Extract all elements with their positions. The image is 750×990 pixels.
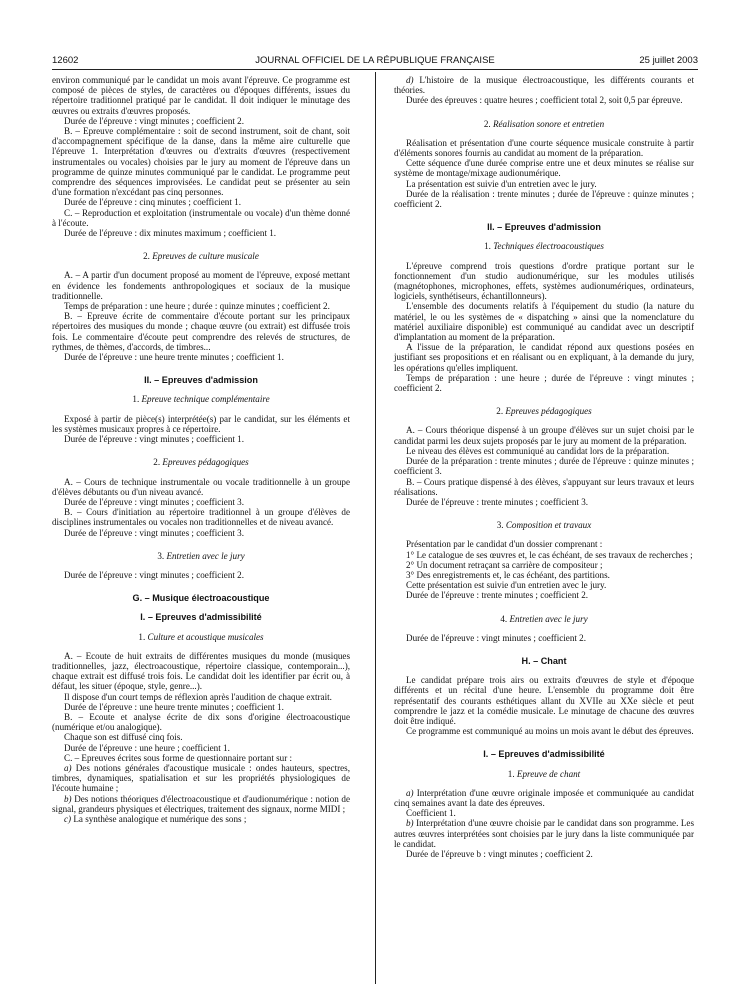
paragraph [394, 590, 694, 600]
paragraph-text: Des notions théoriques d'électroacoustique et d'audionumérique : notion de signal, grandeurs physiques et électriques, traitement des signaux, norme MIDI ; [52, 793, 350, 814]
subsection-number: 1. [507, 768, 515, 779]
right-column [394, 75, 694, 859]
spacer [394, 416, 694, 425]
paragraph-text: Durée de l'épreuve : vingt minutes ; coefficient 3. [64, 527, 245, 538]
paragraph [394, 301, 694, 342]
subsection-heading [394, 406, 694, 416]
spacer [52, 261, 350, 270]
paragraph-text: L'histoire de la musique électroacoustique, les différents courants et théories. [394, 75, 694, 96]
spacer [52, 468, 350, 477]
paragraph-text: Durée de l'épreuve b : vingt minutes ; coefficient 2. [406, 848, 593, 859]
paragraph [52, 477, 350, 497]
paragraph-text: Ce programme est communiqué au moins un mois avant le début des épreuves. [406, 726, 694, 737]
paragraph [394, 550, 694, 560]
paragraph-text: La présentation est suivie d'un entretien avec le jury. [406, 178, 597, 189]
paragraph [52, 208, 350, 228]
paragraph [52, 75, 350, 116]
paragraph [394, 456, 694, 476]
spacer [52, 580, 350, 593]
spacer [52, 538, 350, 551]
subsection-heading [52, 251, 350, 261]
paragraph [394, 373, 694, 393]
paragraph [52, 497, 350, 507]
paragraph [394, 342, 694, 373]
paragraph [394, 539, 694, 549]
paragraph-text: Durée de l'épreuve : une heure trente minutes ; coefficient 1. [64, 701, 284, 712]
paragraph-text: Durée de l'épreuve : vingt minutes ; coefficient 2. [406, 632, 587, 643]
paragraph [52, 794, 350, 814]
subsection-heading [394, 769, 694, 779]
paragraph [394, 261, 694, 302]
publication-date: 25 juillet 2003 [639, 55, 698, 66]
subsection-heading [394, 614, 694, 624]
paragraph-text: L'épreuve comprend trois questions d'ordre pratique portant sur le fonctionnement d'un studio audionumérique, sur les modules utilisés (magnétophones, microphones, effets, systèmes audionumériques, ordinateurs, logiciels, synthétiseurs, échantillonneurs). [394, 260, 694, 302]
paragraph [52, 116, 350, 126]
section-heading: G. – Musique électroacoustique [132, 593, 270, 604]
paragraph [52, 270, 350, 301]
paragraph-text: A l'issue de la préparation, le candidat répond aux questions posées en justifiant ses propositions et en réalisant ou en expliquant, à la demande du jury, les opérations qu'elles impliquent. [394, 342, 694, 373]
paragraph-text: Temps de préparation : une heure ; durée : quinze minutes ; coefficient 2. [64, 301, 330, 312]
paragraph-text: B. – Ecoute et analyse écrite de dix sons d'origine électroacoustique (numérique et/ou analogique). [52, 711, 350, 733]
spacer [394, 209, 694, 222]
paragraph-text: Durée de l'épreuve : une heure ; coefficient 1. [64, 742, 230, 753]
subsection-heading [52, 551, 350, 561]
paragraph [394, 158, 694, 178]
paragraph [394, 788, 694, 808]
paragraph-text: B. – Cours pratique dispensé à des élèves, s'appuyant sur leurs travaux et leurs réalisations. [394, 476, 694, 497]
spacer [394, 736, 694, 749]
paragraph-text: A. – Ecoute de huit extraits de différentes musiques du monde (musiques traditionnelles, jazz, électroacoustique, répertoire classique, contemporain...), chaque extrait est diffusé trois fois. Le candidat doit les identifier par écrit ou, à défaut, les situer (époque, style, genre...). [52, 650, 350, 692]
subsection-title: Culture et acoustique musicales [147, 631, 264, 642]
subsection-number: 2. [143, 251, 150, 262]
paragraph [52, 743, 350, 753]
subsection-title: Techniques électroacoustiques [493, 241, 604, 252]
left-column [52, 75, 350, 824]
paragraph [394, 580, 694, 590]
subsection-number: 1. [484, 241, 491, 252]
spacer [52, 405, 350, 414]
paragraph-text: Durée de l'épreuve : trente minutes ; coefficient 3. [406, 496, 589, 507]
paragraph [394, 189, 694, 209]
paragraph-text: Présentation par le candidat d'un dossier comprenant : [406, 539, 603, 550]
header-rule [52, 69, 698, 70]
column-divider [375, 72, 376, 984]
subsection-number: 1. [132, 394, 140, 405]
paragraph [394, 675, 694, 726]
spacer [52, 561, 350, 570]
paragraph [394, 726, 694, 736]
paragraph [52, 126, 350, 197]
paragraph-text: environ communiqué par le candidat un mois avant l'épreuve. Ce programme est composé de pièces de styles, de caractères ou d'époques différents, issues du répertoire traditionnel pratiqué par le candidat. Il doit indiquer le minutage des œuvres ou extraits d'œuvres proposés. [52, 75, 350, 116]
subsection-heading [394, 520, 694, 530]
spacer [394, 507, 694, 520]
subsection-heading [52, 632, 350, 642]
subsection-number: 2. [496, 406, 504, 417]
subsection-number: 4. [500, 613, 508, 624]
paragraph-text: Réalisation et présentation d'une courte séquence musicale construite à partir d'éléments sonores fournis au candidat au moment de la préparation. [394, 137, 694, 159]
paragraph [394, 570, 694, 580]
paragraph [52, 528, 350, 538]
paragraph-text: Il dispose d'un court temps de réflexion après l'audition de chaque extrait. [64, 691, 332, 702]
paragraph [52, 352, 350, 362]
paragraph-text: Durée de l'épreuve : trente minutes ; coefficient 2. [406, 590, 589, 601]
paragraph-text: Cette présentation est suivie d'un entretien avec le jury. [406, 580, 607, 591]
paragraph [394, 446, 694, 456]
paragraph-text: Le niveau des élèves est communiqué au candidat lors de la préparation. [406, 445, 670, 456]
item-letter: c) [64, 813, 72, 824]
paragraph [52, 311, 350, 352]
paragraph [52, 414, 350, 434]
item-letter: b) [406, 818, 414, 829]
paragraph-text: Cette séquence d'une durée comprise entre une et deux minutes se réalise sur système de montage/mixage audionumérique. [394, 158, 694, 179]
paragraph-text: Durée de l'épreuve : vingt minutes ; coefficient 2. [64, 569, 245, 580]
paragraph-text: Coefficient 1. [406, 808, 456, 819]
paragraph [52, 763, 350, 794]
section-heading: H. – Chant [521, 655, 567, 666]
subsection-number: 3. [496, 520, 504, 531]
paragraph-text: Durée des épreuves : quatre heures ; coefficient total 2, soit 0,5 par épreuve. [406, 95, 683, 106]
paragraph-text: C. – Reproduction et exploitation (instrumentale ou vocale) d'un thème donné à l'écoute. [52, 207, 350, 228]
paragraph-text: Durée de l'épreuve : une heure trente minutes ; coefficient 1. [64, 352, 284, 363]
page-header [52, 55, 698, 69]
subsection-heading [52, 457, 350, 467]
paragraph [52, 507, 350, 527]
section-heading: I. – Epreuves d'admissibilité [483, 749, 605, 760]
spacer [394, 129, 694, 138]
paragraph [52, 301, 350, 311]
paragraph [394, 138, 694, 158]
spacer [52, 238, 350, 251]
paragraph-text: Durée de l'épreuve : cinq minutes ; coefficient 1. [64, 197, 241, 208]
paragraph [394, 808, 694, 818]
paragraph [394, 497, 694, 507]
item-letter: a) [64, 762, 72, 773]
paragraph [394, 425, 694, 445]
subsection-title: Entretien avec le jury [509, 613, 588, 624]
paragraph-text: Des notions générales d'acoustique musicale : ondes hauteurs, spectres, timbres, dynamiques, spatialisation et sur les propriétés physiologiques de l'écoute humaine ; [52, 762, 350, 794]
spacer [52, 603, 350, 612]
spacer [394, 624, 694, 633]
paragraph [394, 75, 694, 95]
paragraph-text: 3° Des enregistrements et, le cas échéant, des partitions. [406, 569, 610, 580]
paragraph [52, 228, 350, 238]
subsection-title: Entretien avec le jury [166, 550, 245, 561]
item-letter: a) [406, 787, 414, 798]
subsection-title: Epreuves pédagogiques [162, 457, 249, 468]
subsection-number: 2. [153, 457, 161, 468]
spacer [52, 444, 350, 457]
paragraph [394, 633, 694, 643]
paragraph-text: B. – Cours d'initiation au répertoire traditionnel à un groupe d'élèves de disciplines instrumentales ou vocales non traditionnelles et de niveau avancé. [52, 507, 350, 528]
paragraph-text: A. – A partir d'un document proposé au moment de l'épreuve, exposé mettant en évidence les fondements anthropologiques et sociaux de la musique traditionnelle. [52, 270, 350, 301]
item-letter: d) [406, 75, 414, 85]
paragraph [394, 849, 694, 859]
subsection-heading [52, 394, 350, 404]
subsection-title: Epreuves de culture musicale [152, 251, 259, 262]
spacer [394, 393, 694, 406]
paragraph [52, 753, 350, 763]
paragraph-text: 2° Un document retraçant sa carrière de compositeur ; [406, 559, 603, 570]
section-heading: II. – Epreuves d'admission [144, 375, 258, 386]
paragraph [52, 570, 350, 580]
spacer [394, 232, 694, 241]
subsection-title: Réalisation sonore et entretien [492, 118, 605, 129]
paragraph [394, 477, 694, 497]
paragraph-text: Temps de préparation : une heure ; durée de l'épreuve : vingt minutes ; coefficient 2. [394, 372, 694, 394]
spacer [52, 623, 350, 632]
spacer [394, 779, 694, 788]
paragraph-text: Durée de l'épreuve : vingt minutes ; coefficient 2. [64, 115, 245, 126]
paragraph-text: B. – Epreuve écrite de commentaire d'écoute portant sur les principaux répertoires des musiques du monde ; chaque œuvre (ou extrait) est diffusée trois fois. Le commentaire d'écoute peut comprendre des relevés de structures, de rythmes, de thèmes, d'accords, de timbres... [52, 311, 350, 352]
journal-title: JOURNAL OFFICIEL DE LA RÉPUBLIQUE FRANÇAISE [255, 55, 495, 66]
paragraph [394, 818, 694, 849]
paragraph-text: Durée de la préparation : trente minutes ; durée de l'épreuve : quinze minutes ; coefficient 3. [394, 456, 694, 477]
paragraph-text: Durée de l'épreuve : dix minutes maximum ; coefficient 1. [64, 228, 277, 239]
spacer [52, 362, 350, 375]
paragraph-text: Durée de l'épreuve : vingt minutes ; coefficient 3. [64, 496, 245, 507]
subsection-number: 3. [157, 550, 165, 561]
spacer [394, 106, 694, 119]
section-heading: II. – Epreuves d'admission [487, 222, 601, 233]
subsection-title: Epreuve technique complémentaire [141, 394, 270, 405]
paragraph [52, 197, 350, 207]
subsection-title: Epreuves pédagogiques [505, 406, 592, 417]
subsection-title: Composition et travaux [505, 520, 592, 531]
paragraph [394, 179, 694, 189]
page-number: 12602 [52, 55, 79, 66]
paragraph [52, 702, 350, 712]
paragraph-text: 1° Le catalogue de ses œuvres et, le cas échéant, de ses travaux de recherches ; [406, 549, 693, 560]
paragraph-text: A. – Cours de technique instrumentale ou vocale traditionnelle à un groupe d'élèves débutants ou d'un niveau avancé. [52, 476, 350, 497]
paragraph-text: Interprétation d'une œuvre choisie par le candidat dans son programme. Les autres œuvres interprétées sont choisies par le jury dans la liste communiquée par le candidat. [394, 818, 694, 849]
subsection-number: 2. [483, 118, 491, 129]
paragraph [52, 434, 350, 444]
paragraph [52, 692, 350, 702]
spacer [394, 530, 694, 539]
paragraph [52, 712, 350, 732]
paragraph-text: Le candidat prépare trois airs ou extraits d'œuvres de style et d'époque différents et un récital d'une heure. L'ensemble du programme doit être représentatif des courants esthétiques allant du XVIIe au XXe siècle et peut comprendre le jazz et la comédie musicale. Le minutage de chacune des œuvres doit être indiqué. [394, 675, 694, 726]
paragraph-text: La synthèse analogique et numérique des sons ; [71, 813, 247, 824]
subsection-number: 1. [138, 631, 146, 642]
paragraph-text: A. – Cours théorique dispensé à un groupe d'élèves sur un sujet choisi par le candidat parmi les deux sujets proposés par le jury au moment de la préparation. [394, 425, 694, 446]
paragraph [52, 651, 350, 692]
spacer [394, 760, 694, 769]
section-heading: I. – Epreuves d'admissibilité [140, 612, 262, 623]
paragraph [52, 814, 350, 824]
paragraph-text: Chaque son est diffusé cinq fois. [64, 732, 183, 743]
paragraph [52, 732, 350, 742]
spacer [52, 642, 350, 651]
subsection-heading [394, 241, 694, 251]
paragraph-text: Exposé à partir de pièce(s) interprétée(s) par le candidat, sur les éléments et les systèmes musicaux propres à ce répertoire. [52, 413, 350, 434]
paragraph [394, 560, 694, 570]
spacer [394, 601, 694, 614]
subsection-heading [394, 119, 694, 129]
paragraph-text: Durée de l'épreuve : vingt minutes ; coefficient 1. [64, 434, 245, 445]
paragraph-text: L'ensemble des documents relatifs à l'équipement du studio (la nature du matériel, le ou les systèmes de « dispatching » ainsi que la nomenclature du matériel auxiliaire disponible) est communiqué au candidat avec un descriptif d'implantation au moment de la préparation. [394, 301, 694, 343]
spacer [394, 643, 694, 656]
paragraph-text: B. – Epreuve complémentaire : soit de second instrument, soit de chant, soit d'accompagnement spécifique de la danse, dans la même aire culturelle que l'épreuve 1. Interprétation d'œuvres ou d'extraits d'œuvres (respectivement instrumentales ou vocales) choisies par le jury au moment de l'épreuve dans un programme de quinze minutes communiqué par le candidat. Le programme peut comprendre des séquences improvisées. Le candidat peut se présenter au sein d'une formation n'excédant pas cinq personnes. [52, 126, 350, 198]
item-letter: b) [64, 793, 72, 804]
paragraph-text: C. – Epreuves écrites sous forme de questionnaire portant sur : [64, 752, 293, 763]
spacer [52, 385, 350, 394]
spacer [394, 252, 694, 261]
paragraph-text: Durée de la réalisation : trente minutes ; durée de l'épreuve : quinze minutes ; coefficient 2. [394, 188, 694, 210]
paragraph-text: Interprétation d'une œuvre originale imposée et communiquée au candidat cinq semaines avant la date des épreuves. [394, 787, 694, 808]
subsection-title: Epreuve de chant [516, 768, 581, 779]
spacer [394, 666, 694, 675]
paragraph [394, 95, 694, 105]
